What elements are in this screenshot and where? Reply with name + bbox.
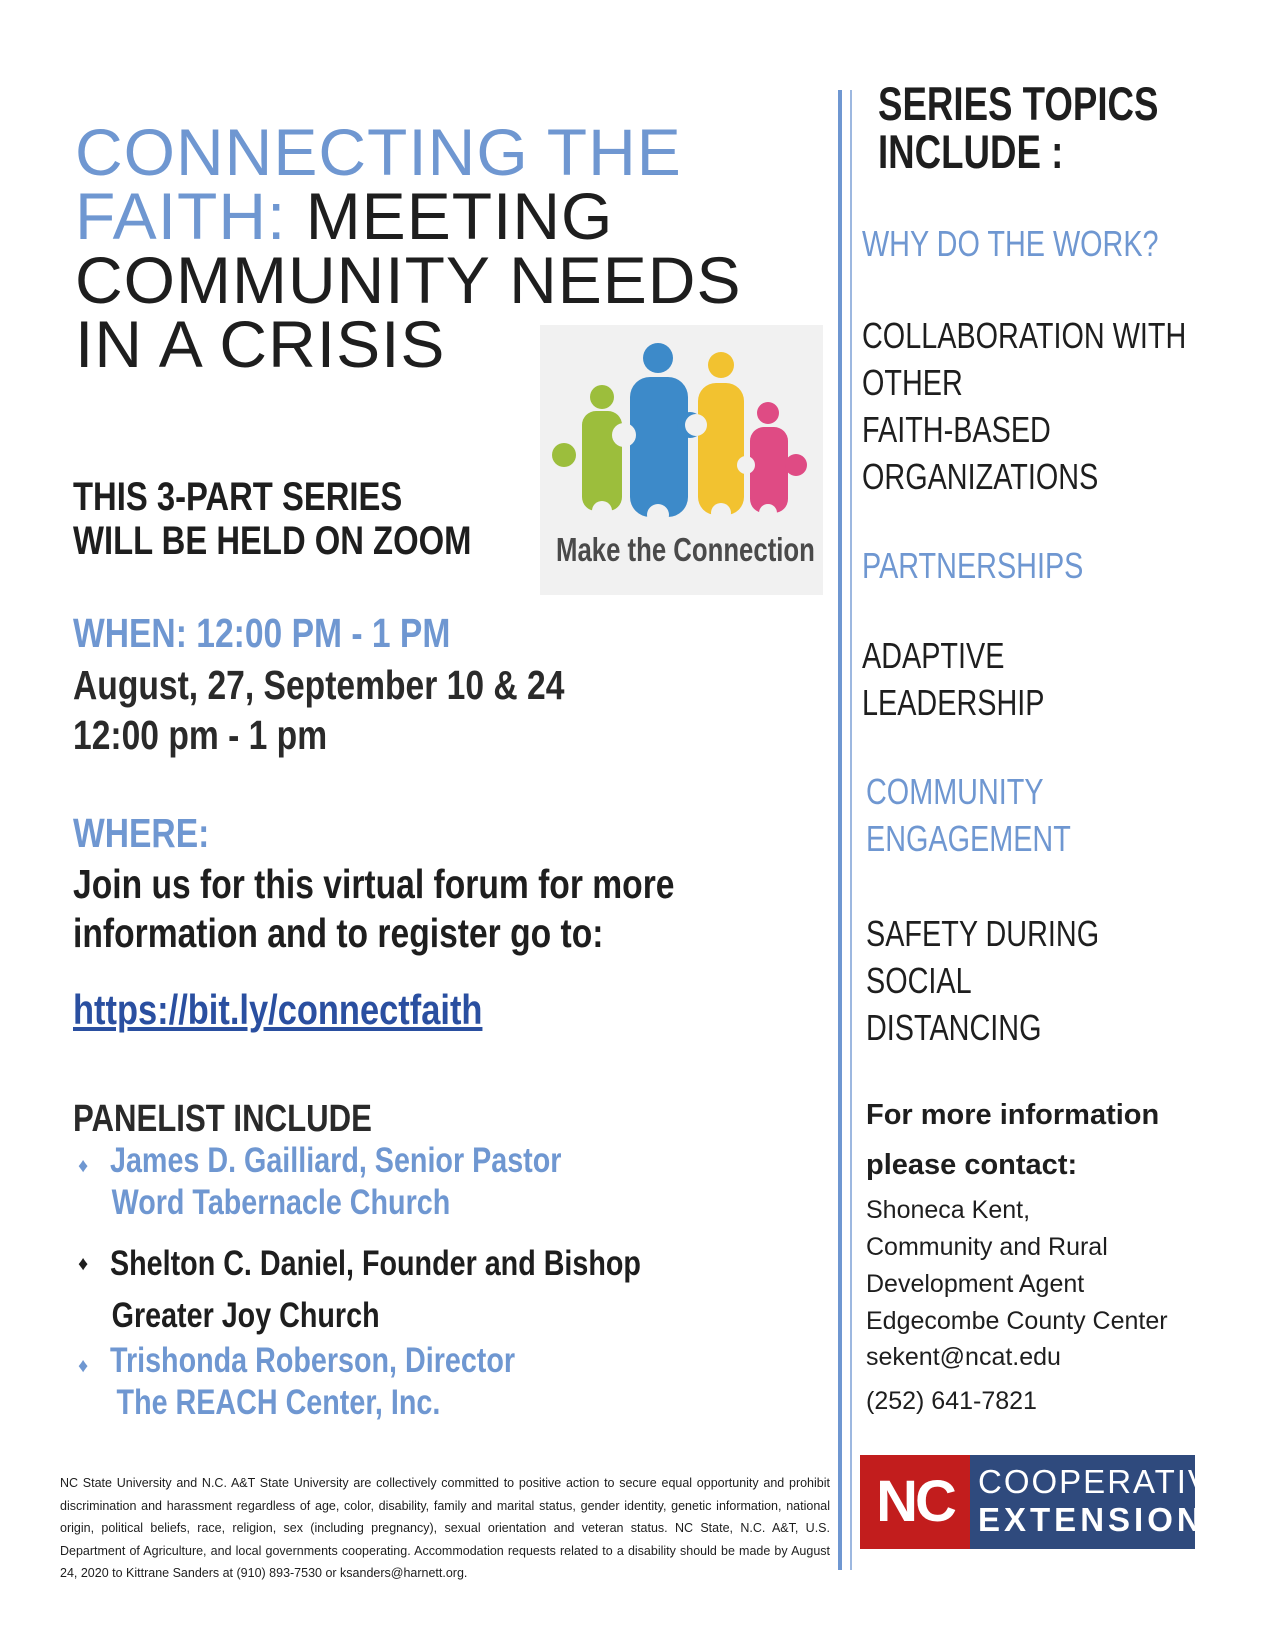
make-the-connection-logo: [540, 325, 823, 595]
panelist-1-org: Word Tabernacle Church: [111, 1183, 451, 1222]
panelist-3: [110, 1340, 515, 1424]
panelist-2-name: Shelton C. Daniel, Founder and Bishop: [110, 1244, 641, 1283]
series-heading: [73, 475, 471, 563]
where-heading: WHERE:: [73, 810, 210, 856]
panelist-3-org: The REACH Center, Inc.: [116, 1383, 441, 1422]
contact-role-line-1: Community and Rural: [866, 1233, 1108, 1261]
contact-role-line-2: Development Agent: [866, 1270, 1085, 1298]
topic-collaboration-line-1: COLLABORATION WITH: [862, 315, 1187, 356]
topic-collaboration-line-4: ORGANIZATIONS: [862, 456, 1099, 497]
topic-collaboration-line-2: OTHER: [862, 362, 963, 403]
where-text: [73, 860, 674, 958]
title-meeting: MEETING: [286, 179, 614, 253]
bullet-diamond-icon: ♦: [78, 1355, 89, 1377]
title-line-1: CONNECTING THE: [75, 115, 682, 189]
bullet-diamond-icon: ♦: [78, 1253, 89, 1275]
topic-safety-line-3: DISTANCING: [866, 1007, 1042, 1048]
nc-logo-line-1: COOPERATIVE: [978, 1463, 1236, 1500]
where-line-2: information and to register go to:: [73, 910, 604, 956]
title-faith: FAITH:: [75, 179, 287, 253]
topic-community-engagement: [866, 768, 1071, 862]
panelist-2-org: Greater Joy Church: [111, 1296, 380, 1335]
column-divider-thin: [850, 90, 852, 1570]
event-time: 12:00 pm - 1 pm: [73, 712, 328, 758]
topics-heading-line-2: INCLUDE :: [878, 125, 1064, 178]
where-line-1: Join us for this virtual forum for more: [73, 861, 675, 907]
topic-safety-line-2: SOCIAL: [866, 960, 972, 1001]
nc-logo-text: [978, 1463, 1236, 1539]
topic-partnerships: PARTNERSHIPS: [862, 545, 1084, 586]
panelist-1: [110, 1140, 561, 1224]
logo-caption: Make the Connection: [556, 531, 815, 568]
event-dates: August, 27, September 10 & 24: [73, 662, 565, 708]
nc-mark: NC: [860, 1455, 970, 1549]
topic-safety: [866, 910, 1099, 1051]
contact-details: [866, 1192, 1168, 1340]
series-line-2: WILL BE HELD ON ZOOM: [73, 519, 472, 563]
topic-community-line-2: ENGAGEMENT: [866, 818, 1071, 859]
topic-adaptive-line-1: ADAPTIVE: [862, 635, 1005, 676]
contact-heading: [866, 1090, 1159, 1190]
topic-collaboration-line-3: FAITH-BASED: [862, 409, 1051, 450]
register-link[interactable]: https://bit.ly/connectfaith: [73, 986, 483, 1033]
when-dates: [73, 660, 564, 760]
topic-adaptive-line-2: LEADERSHIP: [862, 682, 1045, 723]
panelists-heading: PANELIST INCLUDE: [73, 1098, 372, 1140]
panelist-3-name: Trishonda Roberson, Director: [110, 1341, 516, 1380]
title-line-2: [75, 179, 742, 253]
series-line-1: THIS 3-PART SERIES: [73, 475, 403, 519]
nc-logo-line-2: EXTENSION: [978, 1501, 1205, 1538]
panelist-2: [110, 1238, 641, 1342]
when-heading: WHEN: 12:00 PM - 1 PM: [73, 610, 451, 656]
topic-why-do-the-work: WHY DO THE WORK?: [862, 223, 1159, 264]
topic-collaboration: [862, 312, 1186, 500]
bullet-diamond-icon: ♦: [78, 1155, 89, 1177]
contact-heading-line-1: For more information: [866, 1099, 1160, 1131]
topics-heading: [878, 77, 1159, 178]
panelist-1-name: James D. Gailliard, Senior Pastor: [110, 1141, 562, 1180]
topic-safety-line-1: SAFETY DURING: [866, 913, 1100, 954]
nondiscrimination-statement: NC State University and N.C. A&T State University are collectively committed to positive action to secure equal opportunity and prohibit discrimination and harassment regardless of age, color, disability, family and marital status, gender identity, genetic information, national origin, political beliefs, race, religion, sex (including pregnancy), sexual orientation and veteran status. NC State, N.C. A&T, U.S. Department of Agriculture, and local governments cooperating. Accommodation requests related to a disability should be made by August 24, 2020 to Kittrane Sanders at (910) 893-7530 or ksanders@harnett.org.: [60, 1476, 830, 1580]
contact-phone: (252) 641-7821: [866, 1387, 1037, 1415]
contact-email[interactable]: sekent@ncat.edu: [866, 1343, 1061, 1371]
contact-heading-line-2: please contact:: [866, 1149, 1078, 1181]
contact-name: Shoneca Kent,: [866, 1196, 1031, 1224]
column-divider: [838, 90, 842, 1570]
topics-heading-line-1: SERIES TOPICS: [878, 77, 1159, 130]
title-line-4: IN A CRISIS: [75, 307, 446, 381]
topic-community-line-1: COMMUNITY: [866, 771, 1044, 812]
title-line-3: COMMUNITY NEEDS: [75, 243, 742, 317]
topic-adaptive-leadership: [862, 632, 1044, 726]
nc-cooperative-extension-logo: [860, 1455, 1236, 1549]
contact-center: Edgecombe County Center: [866, 1307, 1168, 1335]
